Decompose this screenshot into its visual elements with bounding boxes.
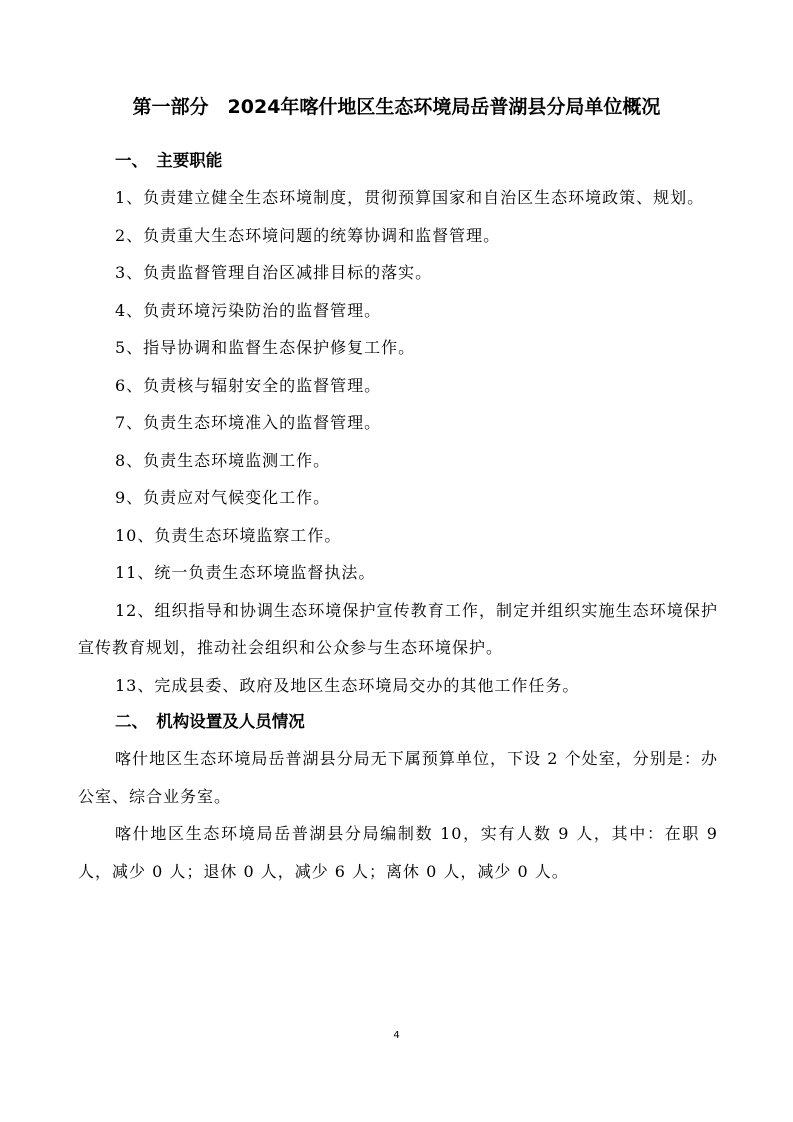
list-item: 4、负责环境污染防治的监督管理。 (115, 300, 382, 320)
list-item: 1、负责建立健全生态环境制度，贯彻预算国家和自治区生态环境政策、规划。 (115, 188, 705, 207)
document-body (78, 143, 718, 890)
list-item: 7、负责生态环境准入的监督管理。 (115, 413, 382, 432)
list-item: 2、负责重大生态环境问题的统筹协调和监督管理。 (115, 225, 501, 245)
page-title: 第一部分 2024年喀什地区生态环境局岳普湖县分局单位概况 (132, 96, 661, 118)
list-item: 13、完成县委、政府及地区生态环境局交办的其他工作任务。 (115, 675, 580, 695)
organization-paragraph: 喀什地区生态环境局岳普湖县分局无下属预算单位，下设 2 个处室，分别是：办公室、综合业务室。 (78, 749, 718, 806)
main-functions-list (78, 179, 718, 704)
list-item: 5、指导协调和监督生态保护修复工作。 (115, 338, 416, 357)
list-item: 8、负责生态环境监测工作。 (115, 450, 331, 470)
section-heading-organization-staff: 二、 机构设置及人员情况 (115, 712, 305, 731)
list-item: 9、负责应对气候变化工作。 (115, 488, 331, 507)
page-number: 4 (393, 1030, 400, 1041)
list-item: 11、统一负责生态环境监督执法。 (115, 563, 376, 582)
list-item: 3、负责监督管理自治区减排目标的落实。 (115, 263, 433, 282)
list-item: 10、负责生态环境监察工作。 (115, 525, 342, 545)
staffing-paragraph: 喀什地区生态环境局岳普湖县分局编制数 10，实有人数 9 人，其中：在职 9 人，减少 0 人；退休 0 人，减少 6 人；离休 0 人，减少 0 人。 (78, 824, 718, 881)
section-heading-main-functions: 一、 主要职能 (115, 151, 223, 170)
list-item: 12、组织指导和协调生态环境保护宣传教育工作，制定并组织实施生态环境保护宣传教育规划，推动社会组织和公众参与生态环境保护。 (78, 600, 718, 657)
list-item: 6、负责核与辐射安全的监督管理。 (115, 375, 382, 395)
